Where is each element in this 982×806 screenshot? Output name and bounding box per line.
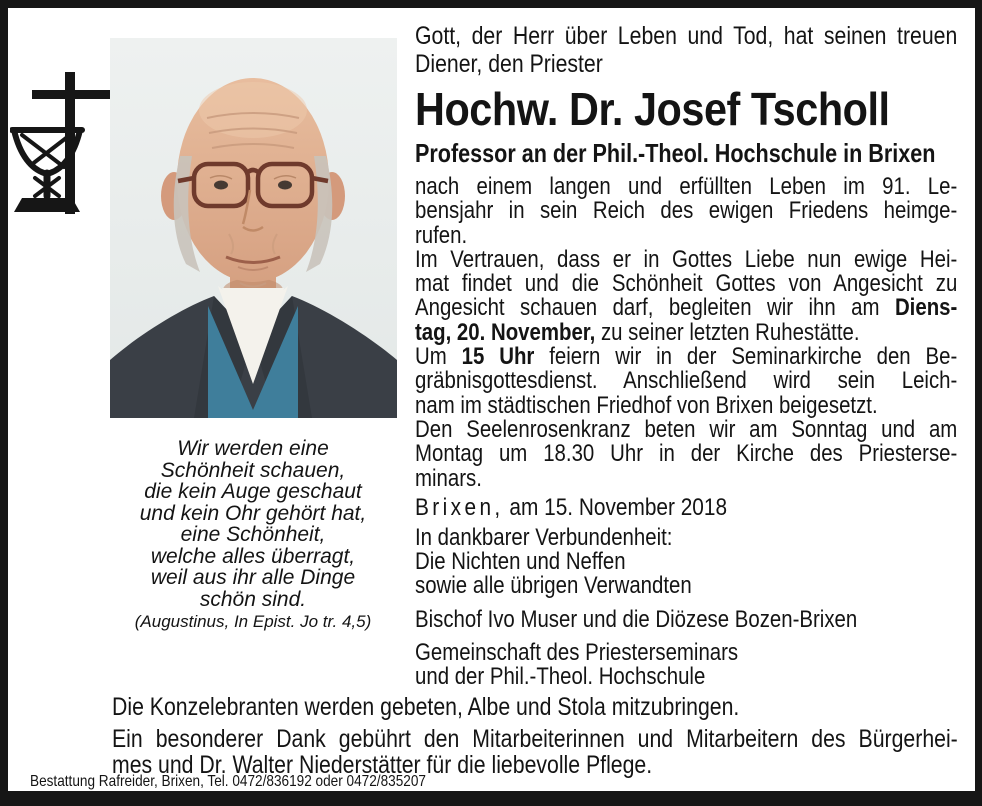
text-line: Die Nichten und Neffen xyxy=(415,548,626,576)
text-line xyxy=(415,221,957,249)
text-segment: Den Seelenrosenkranz beten wir am Sonntag und am xyxy=(415,415,958,443)
text-line xyxy=(415,318,957,346)
text-segment: Montag um 18.30 Uhr in der Kirche des Priesterse- xyxy=(415,440,958,468)
thanks-note xyxy=(112,726,958,778)
text-segment: mat findet und die Schönheit Gottes von Angesicht zu xyxy=(415,270,958,298)
text-segment: nach einem langen und erfüllten Leben im 91. Le- xyxy=(415,173,958,200)
concelebrants-note xyxy=(112,694,958,720)
text-segment: mes und Dr. Walter Niederstätter für die liebevolle Pflege. xyxy=(112,751,653,779)
text-line: die kein Auge geschaut xyxy=(144,480,362,503)
notice-text-column xyxy=(415,22,957,699)
text-line xyxy=(415,296,957,320)
text-segment: bensjahr in sein Reich des ewigen Friedens heimge- xyxy=(415,197,958,225)
text-segment: nam im städtischen Friedhof von Brixen beigesetzt. xyxy=(415,391,878,419)
text-line xyxy=(415,391,957,419)
text-line xyxy=(415,415,958,443)
text-line xyxy=(415,22,957,50)
text-line: weil aus ihr alle Dinge xyxy=(150,566,356,589)
text-line xyxy=(415,245,958,273)
text-line: Gemeinschaft des Priesterseminars xyxy=(415,639,739,667)
text-segment: Um xyxy=(415,343,462,371)
text-segment: minars. xyxy=(415,464,482,492)
text-group xyxy=(415,523,957,600)
text-segment: zu seiner letzten Ruhestätte. xyxy=(595,318,860,346)
text-line xyxy=(415,345,957,369)
text-segment: Diens- xyxy=(894,294,958,322)
memorial-quote xyxy=(98,438,408,631)
text-line: In dankbarer Verbundenheit: xyxy=(415,523,673,551)
text-line: und kein Ohr gehört hat, xyxy=(139,501,367,525)
text-segment: Brixen, xyxy=(415,493,504,521)
quote-lines xyxy=(98,438,408,610)
text-line xyxy=(415,442,957,466)
text-segment: Diener, den Priester xyxy=(415,50,603,78)
text-line xyxy=(112,694,958,720)
text-line xyxy=(415,272,957,296)
text-line xyxy=(415,495,957,520)
intro-text xyxy=(415,22,957,78)
text-segment: Angesicht schauen darf, begleiten wir ihn am xyxy=(415,294,895,322)
text-segment: Im Vertrauen, dass er in Gottes Liebe nun ewige Hei- xyxy=(415,245,958,273)
text-segment: gräbnisgottesdienst. Anschließend wird sein Leich- xyxy=(415,367,958,395)
text-line: Wir werden eine xyxy=(177,437,329,460)
text-line xyxy=(415,464,957,492)
portrait-photo xyxy=(110,38,397,418)
deceased-role: Professor an der Phil.-Theol. Hochschule in Brixen xyxy=(415,138,936,168)
text-line: Schönheit schauen, xyxy=(160,458,346,482)
text-line: eine Schönheit, xyxy=(180,523,326,546)
quote-attribution: (Augustinus, In Epist. Jo tr. 4,5) xyxy=(134,612,372,631)
text-line: Bischof Ivo Muser und die Diözese Bozen-Brixen xyxy=(415,605,858,633)
place-date-line xyxy=(415,495,957,520)
text-segment: Gott, der Herr über Leben und Tod, hat seinen treuen xyxy=(415,22,958,50)
mourners-list xyxy=(415,523,957,691)
text-group xyxy=(415,605,957,633)
text-segment: 15 Uhr xyxy=(461,343,535,371)
text-line xyxy=(112,726,958,752)
text-segment: tag, 20. November, xyxy=(415,318,596,346)
funeral-home-info: Bestattung Rafreider, Brixen, Tel. 0472/836192 oder 0472/835207 xyxy=(30,773,426,790)
deceased-name: Hochw. Dr. Josef Tscholl xyxy=(415,83,890,135)
notice-body xyxy=(415,175,957,491)
text-line: welche alles überragt, xyxy=(150,544,356,568)
text-segment: rufen. xyxy=(415,221,468,249)
text-line xyxy=(415,50,957,78)
text-line xyxy=(415,199,957,223)
text-segment: Ein besonderer Dank gebührt den Mitarbeiterinnen und Mitarbeitern des Bürgerhei- xyxy=(112,725,958,753)
text-line xyxy=(415,369,957,393)
text-segment: Die Konzelebranten werden gebeten, Albe und Stola mitzubringen. xyxy=(112,693,740,721)
text-line xyxy=(415,175,957,199)
text-segment: feiern wir in der Seminarkirche den Be- xyxy=(534,343,958,371)
text-segment: am 15. November 2018 xyxy=(503,493,728,521)
text-line: und der Phil.-Theol. Hochschule xyxy=(415,663,706,691)
text-line: sowie alle übrigen Verwandten xyxy=(415,572,692,600)
cross-and-chalice-icon xyxy=(10,72,110,225)
text-group xyxy=(415,641,957,690)
text-line: schön sind. xyxy=(199,587,307,611)
